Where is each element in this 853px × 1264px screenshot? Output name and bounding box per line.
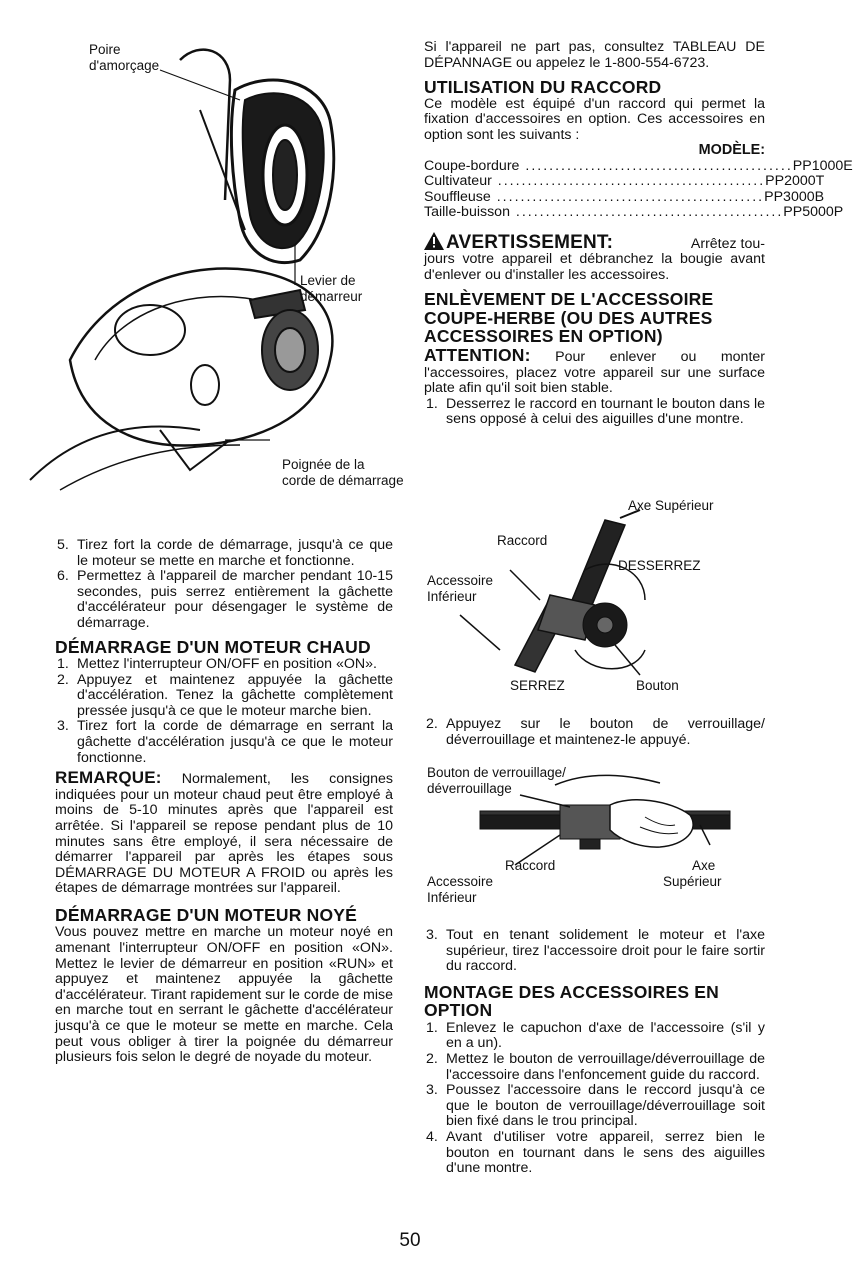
starter-handle-label-2: corde de démarrage	[282, 473, 404, 488]
attention-label: ATTENTION:	[424, 344, 531, 365]
right-column-mid	[424, 717, 765, 748]
list-item: 5. Tirez fort la corde de démarrage, jusqu'à ce que le moteur se mette en marche et fonctionne.	[57, 537, 393, 569]
mount-heading: MONTAGE DES ACCESSOIRES EN OPTION	[424, 981, 719, 1021]
lock-button-label-2: déverrouillage	[427, 781, 512, 796]
engine-illustration	[0, 0, 400, 500]
lock-button-label: Bouton de verrouillage/	[427, 765, 566, 780]
removal-steps-a	[424, 397, 765, 428]
tighten-label: SERREZ	[510, 678, 565, 693]
list-item: 1. Enlevez le capuchon d'axe de l'accessoire (s'il y en a un).	[426, 1019, 765, 1052]
coupler-label-2: Raccord	[505, 858, 556, 873]
upper-axis-label: Axe Supérieur	[628, 498, 714, 513]
removal-heading: ENLÈVEMENT DE L'ACCESSOIRE COUPE-HERBE (OU DES AUTRES ACCESSOIRES EN OPTION)	[424, 289, 714, 347]
warning-heading: AVERTISSEMENT:	[446, 231, 614, 253]
choke-lever-label-2: démarreur	[300, 289, 363, 304]
list-item: 1. Mettez l'interrupteur ON/OFF en position «ON».	[57, 656, 377, 673]
intro-text: Si l'appareil ne part pas, consultez TABLEAU DE DÉPANNAGE ou appelez le 1-800-554-6723.	[424, 39, 765, 71]
upper-shaft-label: Axe	[692, 858, 716, 873]
starter-handle-label: Poignée de la	[282, 457, 365, 472]
primer-bulb-label-2: d'amorçage	[89, 58, 160, 73]
right-column-top	[424, 39, 853, 428]
start-steps	[55, 538, 393, 632]
list-item: 2. Mettez le bouton de verrouillage/déverrouillage de l'accessoire dans l'enfoncement guide du raccord.	[426, 1050, 765, 1083]
list-item: Coupe-bordure ............................................. PP1000E	[424, 158, 853, 175]
left-column	[55, 538, 393, 1066]
list-item: Souffleuse ............................................. PP3000B	[424, 188, 825, 205]
list-item: Taille-buisson ............................................. PP5000P	[424, 204, 844, 221]
warning-line: AVERTISSEMENT: Arrêtez tou-	[424, 230, 765, 253]
knob-label: Bouton	[636, 678, 679, 693]
coupler-label: Raccord	[497, 533, 548, 548]
list-item: 2. Appuyez et maintenez appuyée la gâchette d'accélération. Tenez la gâchette complètement pressée jusqu'à ce que le moteur marche bien.	[57, 671, 393, 719]
list-item: 3. Tirez fort la corde de démarrage en serrant la gâchette d'accélération jusqu'à ce que le moteur fonctionne.	[57, 718, 393, 766]
mount-steps	[424, 1021, 765, 1177]
list-item: 1. Desserrez le raccord en tournant le bouton dans le sens opposé à celui des aiguilles d'une montre.	[426, 395, 765, 428]
right-column-bottom	[424, 928, 765, 1177]
list-item: 2. Appuyez sur le bouton de verrouillage/ déverrouillage et maintenez-le appuyé.	[426, 716, 765, 748]
model-list	[424, 158, 853, 221]
removal-steps-c	[424, 928, 765, 975]
list-item: 4. Avant d'utiliser votre appareil, serrez bien le bouton en tournant dans le sens des aiguilles d'une montre.	[426, 1128, 765, 1177]
list-item: Cultivateur ............................................. PP2000T	[424, 173, 825, 190]
list-item: 3. Poussez l'accessoire dans le reccord jusqu'à ce que le bouton de verrouillage/déverrouillage soit bien fixé dans le trou principal.	[426, 1082, 765, 1130]
flooded-engine-text: Vous pouvez mettre en marche un moteur noyé en amenant l'interrupteur ON/OFF en position «ON». Mettez le levier de démarreur en position «RUN» et appuyez et maintenez appuyée la gâchette d'accélérateur. Tirant rapidement sur le corde de mise en marche tout en serrant le gâchette d'accélérateur jusqu'à ce que le moteur se mette en marche. Cela peut vous obliger à tirer la poignée du démarreur plusieurs fois selon le degré de noyade du moteur.	[55, 924, 393, 1066]
choke-lever-label: Levier de	[300, 273, 356, 288]
attention-paragraph: ATTENTION: Pour enlever ou monter l'accessoires, placez votre appareil sur une surface plate afin qu'il soit bien stable.	[424, 344, 766, 397]
loosen-label: DESSERREZ	[618, 558, 701, 573]
remark-label: REMARQUE:	[55, 768, 162, 788]
list-item: 3. Tout en tenant solidement le moteur et l'axe supérieur, tirez l'accessoire droit pour le faire sortir du raccord.	[426, 927, 765, 975]
flooded-engine-heading: DÉMARRAGE D'UN MOTEUR NOYÉ	[55, 904, 358, 925]
coupling-heading: UTILISATION DU RACCORD	[424, 77, 662, 98]
lower-accessory-label-2: Inférieur	[427, 589, 477, 604]
warning-icon	[424, 232, 444, 250]
lower-accessory-label-3: Accessoire	[427, 874, 494, 889]
removal-steps-b	[424, 717, 765, 748]
warning-text: jours votre appareil et débranchez la bougie avant d'enlever ou d'installer les accessoires.	[424, 251, 765, 283]
coupling-text: Ce modèle est équipé d'un raccord qui permet la fixation d'accessoires en option. Ces accessoires en option sont les suivants :	[424, 95, 765, 143]
upper-shaft-label-2: Supérieur	[663, 874, 722, 889]
primer-bulb-label: Poire	[89, 42, 121, 57]
lower-accessory-label: Accessoire	[427, 573, 494, 588]
lower-accessory-label-4: Inférieur	[427, 890, 477, 905]
list-item: 6. Permettez à l'appareil de marcher pendant 10-15 secondes, puis serrez entièrement la gâchette d'accélérateur pour désengager le système de démarrage.	[57, 568, 393, 631]
hot-engine-steps	[55, 657, 393, 766]
remark-paragraph: REMARQUE: Normalement, les consignes indiquées pour un moteur chaud peut être employé à moins de 5-10 minutes après que l'appareil est arrêtée. Si l'appareil se repose pendant plus de 10 minutes sans être employé, il sera nécessaire de démarrer l'appareil par après les étapes sous DÉMARRAGE DU MOTEUR A FROID ou après les étapes de démarrage montrées sur l'appareil.	[55, 768, 393, 897]
page-number: 50	[399, 1230, 421, 1251]
hot-engine-heading: DÉMARRAGE D'UN MOTEUR CHAUD	[55, 636, 371, 657]
model-header: MODÈLE:	[698, 142, 765, 159]
